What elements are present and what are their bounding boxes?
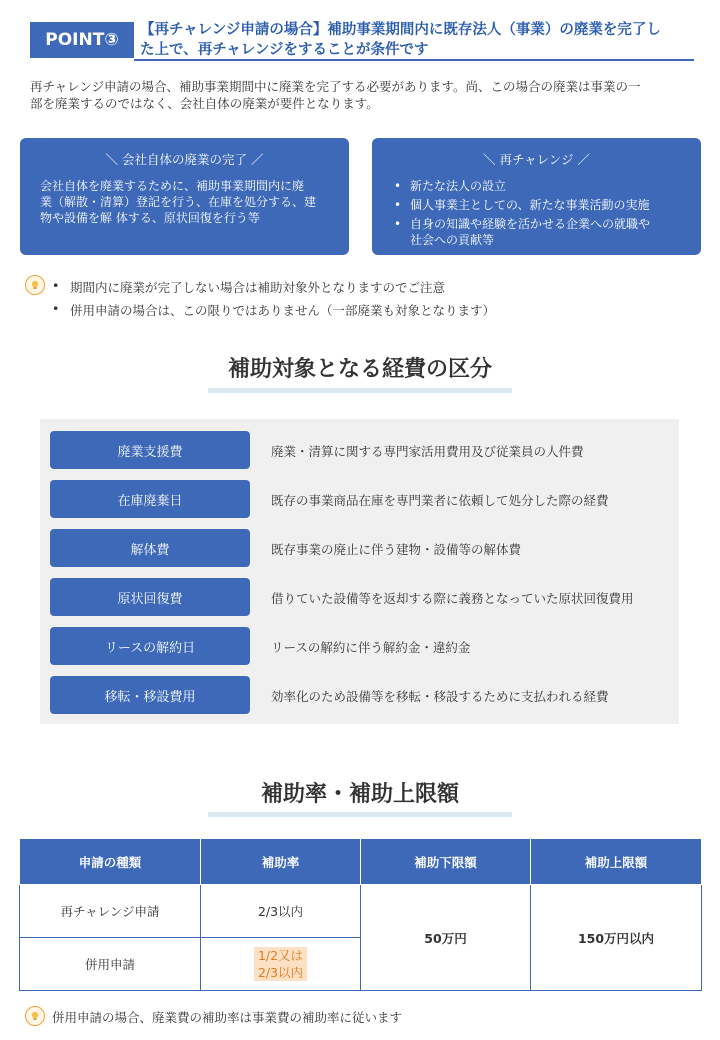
rate-highlight-line2: 2/3以内: [254, 964, 307, 981]
header-subsidy-rate: 補助率: [201, 839, 361, 885]
point-title-line1: 【再チャレンジ申請の場合】補助事業期間内に既存法人（事業）の廃業を完了し: [140, 22, 661, 38]
cost-description: 廃業・清算に関する専門家活用費用及び従業員の人件費: [271, 444, 584, 459]
cost-row: [50, 480, 670, 518]
cost-row: [50, 627, 670, 665]
subsidy-rate-cell: 2/3以内: [201, 885, 361, 938]
cost-label: 在庫廃棄日: [50, 480, 250, 518]
cost-section-title: 補助対象となる経費の区分: [227, 357, 492, 382]
rechallenge-box: [372, 138, 701, 255]
cost-label: 移転・移設費用: [50, 676, 250, 714]
cost-row: [50, 529, 670, 567]
cost-label: 廃業支援費: [50, 431, 250, 469]
cost-category-list: [40, 419, 679, 724]
header-min-amount: 補助下限額: [361, 839, 531, 885]
point-title-line2: た上で、再チャレンジをすることが条件です: [140, 42, 429, 58]
subsidy-rate-cell: [201, 938, 361, 991]
application-type-cell: 再チャレンジ申請: [20, 885, 201, 938]
point-header: [30, 16, 694, 62]
rate-section-underline: [208, 812, 512, 817]
cost-row: [50, 578, 670, 616]
cost-description: 既存の事業商品在庫を専門業者に依頼して処分した際の経費: [271, 493, 609, 508]
cost-label: 原状回復費: [50, 578, 250, 616]
lightbulb-icon: [25, 1006, 45, 1026]
rechallenge-title: ＼ 再チャレンジ ／: [483, 152, 590, 167]
company-closure-title: ＼ 会社自体の廃業の完了 ／: [105, 152, 264, 167]
cost-section-underline: [208, 388, 512, 393]
rechallenge-item: • 個人事業主としての、新たな事業活動の実施: [394, 197, 685, 213]
rate-section-title: 補助率・補助上限額: [260, 782, 459, 807]
company-closure-line1: 会社自体を廃業するために、補助事業期間内に廃: [40, 179, 305, 193]
note-item: • 期間内に廃業が完了しない場合は補助対象外となりますのでご注意: [52, 278, 445, 296]
cost-row: [50, 431, 670, 469]
company-closure-body: [40, 178, 329, 226]
rate-table: [19, 838, 702, 991]
header-max-amount: 補助上限額: [531, 839, 702, 885]
cost-description: 既存事業の廃止に伴う建物・設備等の解体費: [271, 542, 522, 557]
application-type-cell: 併用申請: [20, 938, 201, 991]
cost-label: リースの解約日: [50, 627, 250, 665]
company-closure-box: [20, 138, 349, 255]
cost-label: 解体費: [50, 529, 250, 567]
rate-table-header: [20, 839, 702, 885]
intro-paragraph: [30, 78, 694, 112]
cost-description: 効率化のため設備等を移転・移設するために支払われる経費: [271, 689, 609, 704]
note-item: • 併用申請の場合は、この限りではありません（一部廃業も対象となります）: [52, 301, 495, 319]
cost-description: 借りていた設備等を返却する際に義務となっていた原状回復費用: [271, 591, 634, 606]
rechallenge-item: • 新たな法人の設立: [394, 178, 685, 194]
company-closure-line2: 業（解散・清算）登記を行う、在庫を処分する、建: [40, 195, 317, 209]
cost-description: リースの解約に伴う解約金・違約金: [271, 640, 471, 655]
table-row: [20, 885, 702, 938]
rechallenge-item: [394, 216, 685, 248]
intro-line2: 部を廃業するのではなく、会社自体の廃業が要件となります。: [30, 96, 379, 111]
header-application-type: 申請の種類: [20, 839, 201, 885]
max-amount-cell: 150万円以内: [531, 885, 702, 991]
footer-note: 併用申請の場合、廃業費の補助率は事業費の補助率に従います: [52, 1010, 403, 1025]
company-closure-line3: 物や設備を解 体する、原状回復を行う等: [40, 211, 260, 225]
point-title: [140, 20, 694, 60]
point-underline: [134, 59, 694, 61]
rechallenge-item-line2: 社会への貢献等: [410, 233, 495, 247]
min-amount-cell: 50万円: [361, 885, 531, 991]
rechallenge-item-line1: 自身の知識や経験を活かせる企業への就職や: [410, 217, 651, 231]
intro-line1: 再チャレンジ申請の場合、補助事業期間中に廃業を完了する必要があります。尚、この場合の廃業は事業の一: [30, 79, 641, 94]
rechallenge-list: [394, 178, 685, 248]
cost-row: [50, 676, 670, 714]
rate-highlight-line1: 1/2又は: [254, 947, 307, 964]
lightbulb-icon: [25, 275, 45, 295]
point-badge: POINT③: [30, 22, 134, 58]
